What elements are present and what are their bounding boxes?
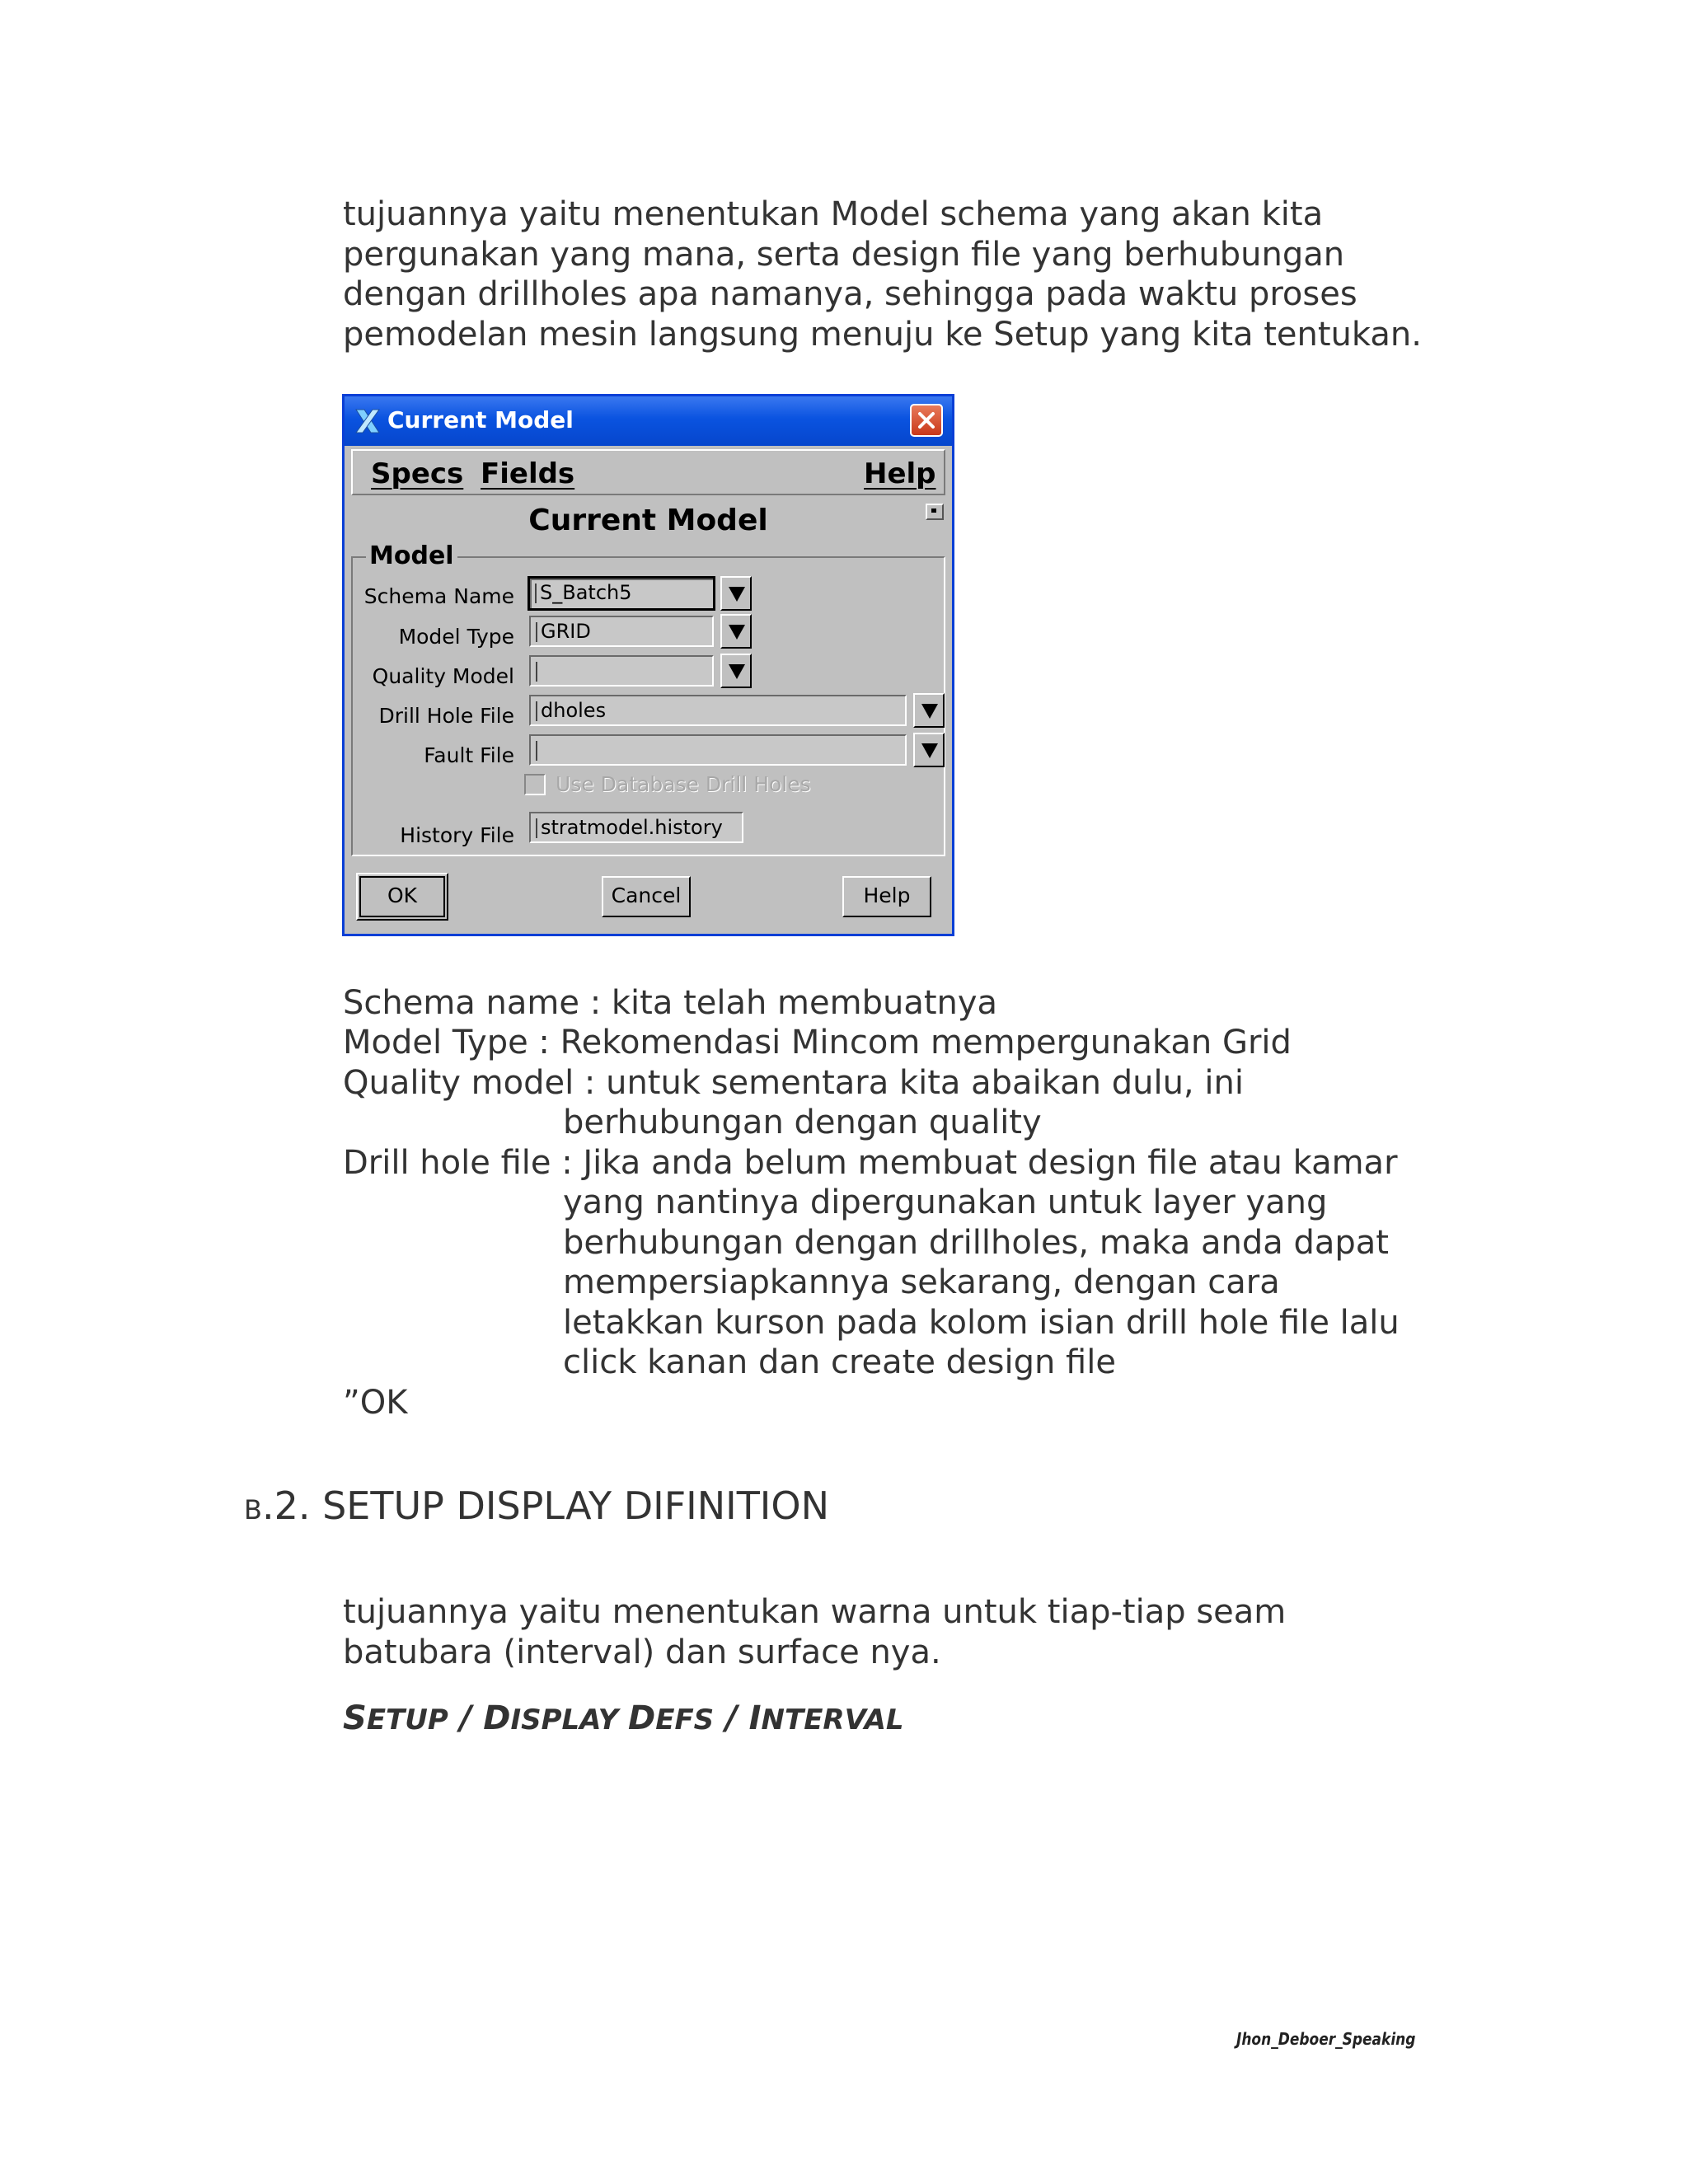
drill-hole-file-dropdown-button[interactable] (913, 693, 945, 728)
pin-icon[interactable] (926, 504, 944, 520)
intro-line: pergunakan yang mana, serta design file yang berhubungan (343, 235, 1345, 274)
group-label: Model (366, 541, 457, 570)
ok-button[interactable]: OK (356, 873, 448, 921)
definition-schema: Schema name : kita telah membuatnya (343, 984, 998, 1022)
menu-path-part: S (343, 1699, 367, 1737)
closing-paragraph (343, 1592, 1286, 1672)
drill-hole-file-label: Drill Hole File (378, 704, 514, 728)
section-title: .2. SETUP DISPLAY DIFINITION (261, 1483, 829, 1528)
use-database-checkbox[interactable] (524, 774, 546, 795)
model-type-input[interactable] (529, 616, 714, 647)
definition-drill-cont: berhubungan dengan drillholes, maka anda dapat (563, 1224, 1389, 1262)
dialog-title: Current Model (387, 406, 574, 434)
text-caret (536, 701, 537, 721)
model-type-dropdown-button[interactable] (720, 614, 752, 649)
footer-signature: Jhon_Deboer_Speaking (1236, 2029, 1416, 2049)
schema-name-value: S_Batch5 (540, 581, 632, 604)
closing-line: batubara (interval) dan surface nya. (343, 1633, 941, 1671)
definition-quality: Quality model : untuk sementara kita abaikan dulu, ini (343, 1064, 1244, 1102)
menu-path-part: I (748, 1699, 762, 1737)
model-type-label: Model Type (398, 625, 514, 649)
section-prefix: B (244, 1494, 262, 1526)
definition-quality-cont: berhubungan dengan quality (563, 1104, 1042, 1141)
intro-paragraph (343, 194, 1422, 354)
triangle-down-icon (921, 743, 938, 758)
triangle-down-icon (729, 664, 745, 679)
fault-file-label: Fault File (424, 743, 514, 767)
drill-hole-file-input[interactable] (529, 695, 907, 726)
dialog-titlebar[interactable] (345, 396, 952, 446)
menu-path-part: EFS (655, 1704, 715, 1736)
history-file-input[interactable] (529, 812, 743, 843)
menu-path-separator: / (714, 1699, 749, 1737)
quality-model-label: Quality Model (372, 664, 514, 688)
history-file-value: stratmodel.history (541, 816, 723, 839)
help-button[interactable]: Help (842, 876, 931, 917)
close-icon (917, 410, 936, 430)
menu-path-part: D (483, 1699, 511, 1737)
menu-bar (351, 449, 945, 495)
menu-fields[interactable]: Fields (481, 457, 575, 490)
text-caret (535, 583, 537, 603)
menu-path-separator: / (448, 1699, 484, 1737)
definition-drill-cont: click kanan dan create design file (563, 1343, 1116, 1381)
intro-line: dengan drillholes apa namanya, sehingga pada waktu proses (343, 275, 1357, 313)
closing-line: tujuannya yaitu menentukan warna untuk tiap-tiap seam (343, 1593, 1287, 1631)
schema-name-dropdown-button[interactable] (720, 576, 752, 611)
definition-drill-cont: letakkan kurson pada kolom isian drill hole file lalu (563, 1304, 1400, 1342)
quality-model-dropdown-button[interactable] (720, 654, 752, 688)
cancel-button[interactable]: Cancel (602, 876, 691, 917)
menu-path-part: ISPLAY (510, 1704, 629, 1736)
intro-line: tujuannya yaitu menentukan Model schema yang akan kita (343, 195, 1324, 233)
triangle-down-icon (729, 625, 745, 640)
definition-ok: ”OK (343, 1384, 408, 1422)
history-file-label: History File (400, 823, 514, 847)
definition-model-type: Model Type : Rekomendasi Mincom mempergunakan Grid (343, 1024, 1292, 1062)
model-type-value: GRID (541, 620, 591, 643)
menu-path-part: NTERVAL (761, 1704, 904, 1736)
text-caret (536, 818, 537, 838)
menu-path-part: ETUP (366, 1704, 448, 1736)
fault-file-dropdown-button[interactable] (913, 733, 945, 767)
intro-line: pemodelan mesin langsung menuju ke Setup yang kita tentukan. (343, 315, 1422, 354)
schema-name-label: Schema Name (363, 584, 514, 608)
definition-drill-cont: mempersiapkannya sekarang, dengan cara (563, 1263, 1280, 1301)
menu-path-part: D (628, 1699, 656, 1737)
fault-file-input[interactable] (529, 734, 907, 766)
text-caret (536, 741, 537, 761)
menu-help[interactable]: Help (864, 457, 936, 490)
current-model-dialog (342, 394, 954, 936)
text-caret (536, 662, 537, 682)
x-app-icon (353, 406, 382, 436)
definition-drill: Drill hole file : Jika anda belum membuat design file atau kamar (343, 1144, 1398, 1182)
section-heading (244, 1483, 829, 1528)
menu-path (343, 1699, 904, 1737)
schema-name-input[interactable] (528, 576, 715, 611)
use-database-label: Use Database Drill Holes (556, 772, 811, 796)
triangle-down-icon (729, 587, 745, 602)
triangle-down-icon (921, 704, 938, 719)
drill-hole-file-value: dholes (541, 699, 607, 722)
close-button[interactable] (910, 404, 943, 437)
definition-drill-cont: yang nantinya dipergunakan untuk layer yang (563, 1183, 1328, 1221)
menu-specs[interactable]: Specs (371, 457, 464, 490)
form-title: Current Model (528, 504, 768, 537)
quality-model-input[interactable] (529, 655, 714, 687)
text-caret (536, 622, 537, 642)
